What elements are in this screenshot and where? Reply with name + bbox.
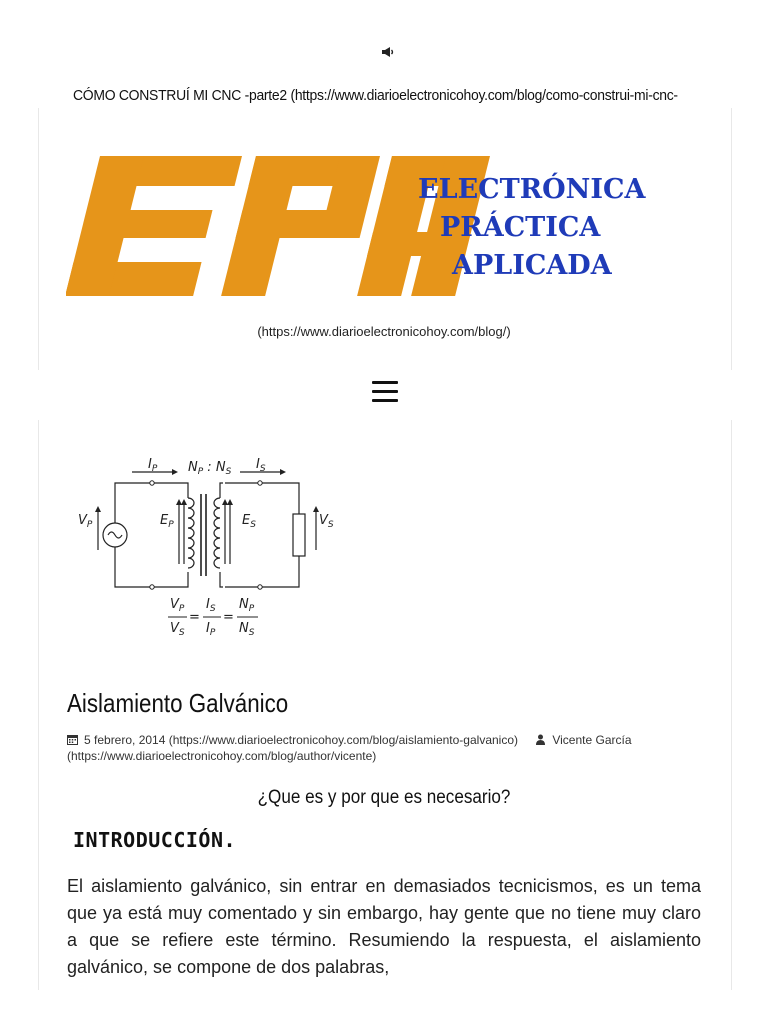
- post-title: Aislamiento Galvánico: [67, 688, 289, 718]
- svg-text:VS: $V_S$: [319, 513, 334, 530]
- content-panel-border-left: [38, 420, 39, 990]
- menu-bar: [372, 399, 398, 402]
- svg-text:VS: $V_S$: [170, 621, 185, 638]
- news-ticker-link[interactable]: CÓMO CONSTRUÍ MI CNC -parte2 (https://www.diarioelectronicohoy.com/blog/como-construi-mi-cnc-: [73, 87, 678, 104]
- post-date-link[interactable]: 5 febrero, 2014 (https://www.diarioelectronicohoy.com/blog/aislamiento-galvanico): [84, 733, 518, 747]
- post-body-paragraph: El aislamiento galvánico, sin entrar en demasiados tecnicismos, es un tema que ya está muy comentado y sin embargo, hay gente que no tiene muy claro a que se refiere este término. Resumiendo la respuesta, el aislamiento galvánico, se compone de dos palabras,: [67, 876, 701, 977]
- svg-text:EP: $E_P$: [160, 513, 174, 530]
- user-icon: [535, 734, 546, 745]
- svg-text:VP: $V_P$: [78, 513, 93, 530]
- logo-line-aplicada: APLICADA: [452, 250, 612, 281]
- epa-logo-graphic: [66, 148, 706, 308]
- svg-text:IP: $I_P$: [148, 457, 158, 474]
- calendar-icon: [67, 734, 78, 745]
- menu-bar: [372, 381, 398, 384]
- hamburger-menu-icon[interactable]: [372, 381, 398, 403]
- menu-bar: [372, 390, 398, 393]
- svg-text:=: =: [189, 610, 200, 625]
- post-subtitle: ¿Que es y por que es necesario?: [257, 787, 511, 808]
- logo-line-electronica: ELECTRÓNICA: [418, 174, 646, 205]
- post-author-url[interactable]: (https://www.diarioelectronicohoy.com/blog/author/vicente): [67, 749, 377, 763]
- post-author-link[interactable]: Vicente García: [552, 733, 632, 747]
- svg-text:IP: $I_P$: [206, 621, 216, 638]
- svg-text:NS: $N_S$: [239, 621, 255, 638]
- site-logo[interactable]: [66, 148, 706, 308]
- section-heading: INTRODUCCIÓN.: [73, 828, 237, 852]
- svg-text:VP: $V_P$: [170, 597, 185, 614]
- logo-line-practica: PRÁCTICA: [440, 212, 601, 243]
- svg-text:NP : NS: $N_P$ : $N_S$: [188, 460, 232, 477]
- home-link-url[interactable]: (https://www.diarioelectronicohoy.com/blog/): [257, 324, 511, 339]
- bullhorn-icon: [380, 44, 396, 60]
- svg-text:NP: $N_P$: [239, 597, 255, 614]
- post-meta: [67, 732, 707, 764]
- svg-text:IS: $I_S$: [206, 597, 216, 614]
- svg-text:IS: $I_S$: [256, 457, 266, 474]
- transformer-diagram-image: [70, 452, 340, 642]
- svg-text:=: =: [223, 610, 234, 625]
- content-panel-border-right: [731, 420, 732, 990]
- svg-text:ES: $E_S$: [242, 513, 256, 530]
